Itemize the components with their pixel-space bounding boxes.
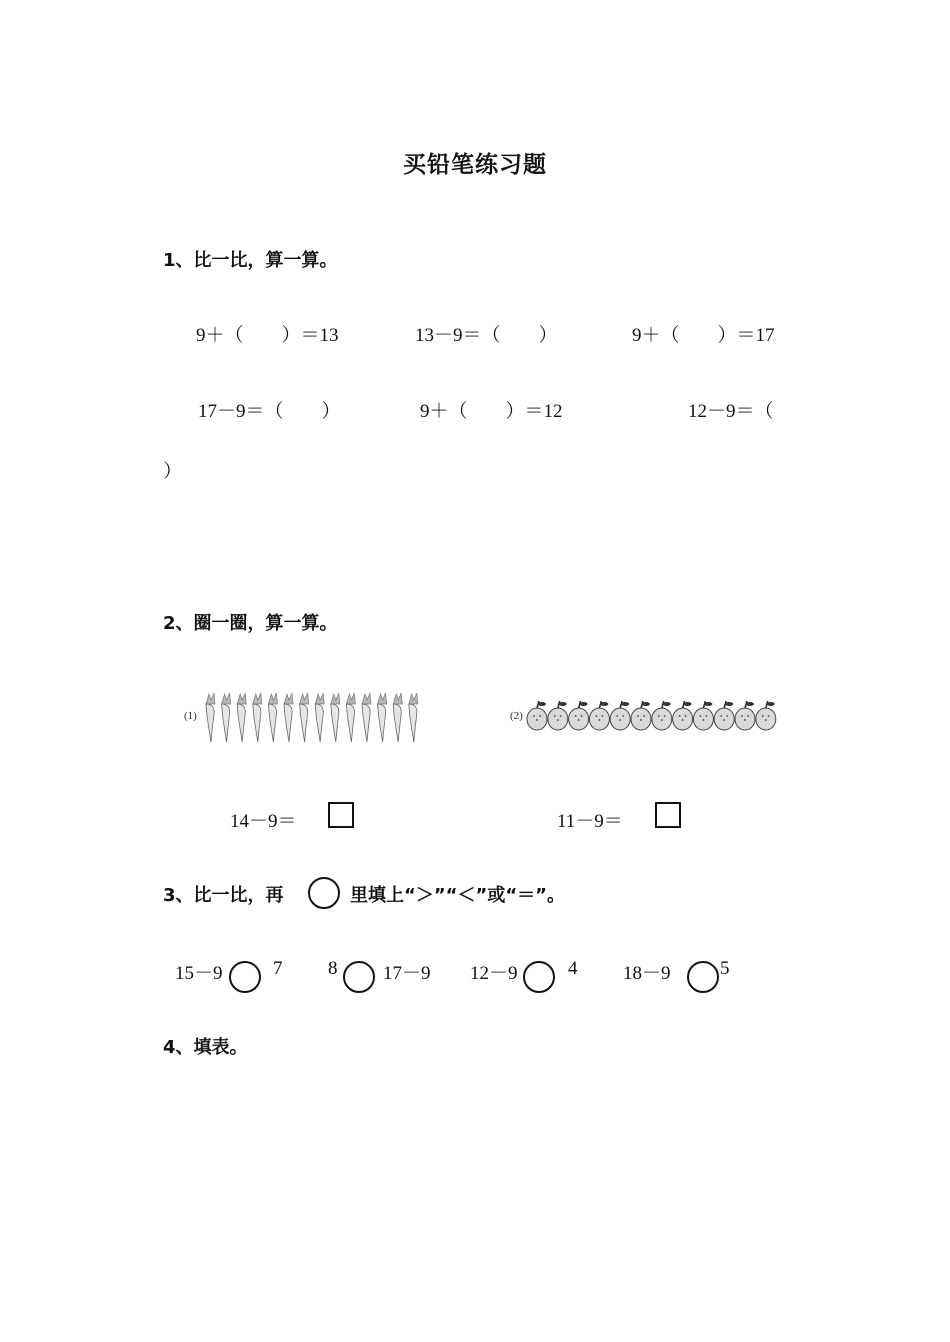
- q1-equation-6-wrap: ）: [163, 461, 183, 482]
- picture-1-label: (1): [184, 710, 197, 722]
- compare-circle-3[interactable]: [523, 961, 555, 993]
- radish-icon: [300, 693, 309, 742]
- radish-icon: [284, 693, 293, 742]
- apple-icon: [569, 701, 589, 730]
- apple-icon: [693, 701, 713, 730]
- compare-4-right: 5: [720, 958, 730, 979]
- question-4-heading: 4、填表。: [163, 1037, 248, 1058]
- compare-2-left: 8: [328, 958, 338, 979]
- q2-equation-2: 11－9＝: [557, 811, 623, 832]
- question-3-heading-start: 3、比一比，再: [163, 885, 284, 906]
- compare-circle-example: [308, 877, 340, 909]
- apple-icon: [610, 701, 630, 730]
- radish-icon: [253, 693, 262, 742]
- compare-2-right: 17－9: [383, 963, 431, 984]
- radish-icon: [237, 693, 246, 742]
- picture-2-label: (2): [510, 710, 523, 722]
- answer-box-1[interactable]: [328, 802, 354, 828]
- apple-icon: [652, 701, 672, 730]
- q1-equation-5: 9＋（ ）＝12: [420, 401, 563, 422]
- page-title: 买铅笔练习题: [403, 151, 547, 178]
- apple-icon: [714, 701, 734, 730]
- compare-1-left: 15－9: [175, 963, 223, 984]
- radish-icon: [222, 693, 231, 742]
- compare-3-left: 12－9: [470, 963, 518, 984]
- answer-box-2[interactable]: [655, 802, 681, 828]
- q1-equation-2: 13－9＝（ ）: [415, 325, 558, 346]
- q1-equation-6: 12－9＝（: [688, 401, 774, 422]
- apple-icon: [756, 701, 776, 730]
- question-1-heading: 1、比一比，算一算。: [163, 250, 338, 271]
- radish-icon: [315, 693, 324, 742]
- radish-picture: [202, 690, 432, 746]
- apple-icon: [527, 701, 547, 730]
- compare-circle-2[interactable]: [343, 961, 375, 993]
- radish-icon: [331, 693, 340, 742]
- q1-equation-1: 9＋（ ）＝13: [196, 325, 339, 346]
- radish-icon: [409, 693, 418, 742]
- radish-icon: [378, 693, 387, 742]
- apple-icon: [673, 701, 693, 730]
- radish-icon: [393, 693, 402, 742]
- q1-equation-3: 9＋（ ）＝17: [632, 325, 775, 346]
- q2-equation-1: 14－9＝: [230, 811, 297, 832]
- compare-1-right: 7: [273, 958, 283, 979]
- radish-icon: [346, 693, 355, 742]
- radish-icon: [268, 693, 277, 742]
- radish-icon: [362, 693, 371, 742]
- compare-circle-1[interactable]: [229, 961, 261, 993]
- apple-picture: [526, 698, 778, 734]
- apple-icon: [735, 701, 755, 730]
- question-2-heading: 2、圈一圈，算一算。: [163, 613, 338, 634]
- question-3-heading-end: 里填上“＞”“＜”或“＝”。: [350, 885, 565, 906]
- apple-icon: [548, 701, 568, 730]
- q1-equation-4: 17－9＝（ ）: [198, 401, 341, 422]
- compare-4-left: 18－9: [623, 963, 671, 984]
- radish-icon: [206, 693, 215, 742]
- apple-icon: [589, 701, 609, 730]
- compare-3-right: 4: [568, 958, 578, 979]
- compare-circle-4[interactable]: [687, 961, 719, 993]
- apple-icon: [631, 701, 651, 730]
